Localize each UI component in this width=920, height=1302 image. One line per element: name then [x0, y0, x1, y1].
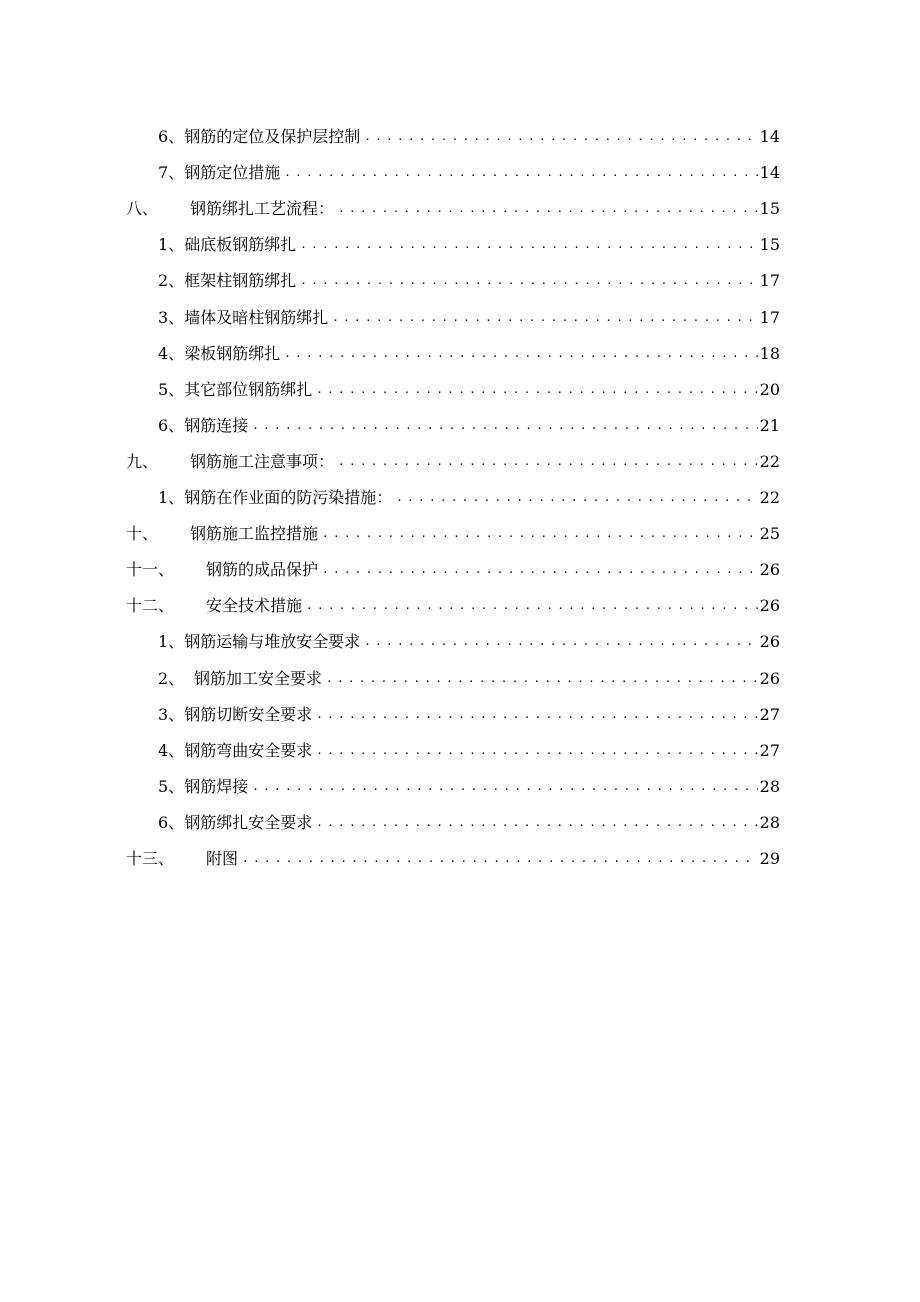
toc-entry-number: 7、	[158, 163, 185, 183]
toc-entry-page: 22	[759, 451, 780, 471]
toc-entry[interactable]	[126, 256, 780, 292]
toc-dot-leader	[332, 307, 757, 329]
toc-entry-page: 18	[759, 343, 780, 363]
toc-entry-number: 2、	[158, 271, 185, 291]
toc-entry-title: 墙体及暗柱钢筋绑扎	[184, 307, 329, 327]
toc-entry-title: 梁板钢筋绑扎	[184, 343, 281, 363]
toc-dot-leader	[316, 379, 757, 401]
toc-entry[interactable]	[126, 184, 780, 220]
toc-entry[interactable]	[126, 581, 780, 617]
toc-dot-leader	[364, 631, 757, 653]
toc-entry[interactable]	[126, 365, 780, 401]
toc-entry-title: 钢筋的成品保护	[206, 560, 319, 580]
toc-dot-leader	[242, 848, 758, 870]
toc-entry-number: 2、	[158, 668, 185, 688]
toc-dot-leader	[396, 487, 757, 509]
toc-entry-number: 九、	[126, 451, 159, 471]
toc-dot-leader	[252, 415, 757, 437]
toc-dot-leader	[252, 776, 757, 798]
toc-dot-leader	[364, 126, 757, 148]
toc-dot-leader	[300, 270, 757, 292]
toc-entry-page: 14	[759, 163, 780, 183]
toc-entry-number: 1、	[158, 632, 185, 652]
toc-dot-leader	[316, 812, 757, 834]
toc-entry-page: 17	[759, 271, 780, 291]
toc-entry-page: 29	[759, 848, 780, 868]
toc-dot-leader	[338, 451, 758, 473]
toc-entry-title: 安全技术措施	[206, 596, 303, 616]
toc-dot-leader	[322, 559, 758, 581]
toc-entry-number: 1、	[158, 235, 185, 255]
toc-entry-title: 钢筋的定位及保护层控制	[184, 127, 361, 147]
toc-entry-number: 3、	[158, 704, 185, 724]
toc-entry-number: 5、	[158, 379, 185, 399]
toc-entry-title: 钢筋运输与堆放安全要求	[184, 632, 361, 652]
toc-dot-leader	[326, 668, 758, 690]
toc-entry-title: 钢筋施工注意事项：	[190, 451, 335, 471]
toc-entry[interactable]	[126, 329, 780, 365]
toc-entry-number: 6、	[158, 812, 185, 832]
toc-entry-page: 14	[759, 127, 780, 147]
toc-entry-number: 4、	[158, 740, 185, 760]
toc-entry-number: 5、	[158, 776, 185, 796]
toc-entry[interactable]	[126, 148, 780, 184]
toc-entry-title: 础底板钢筋绑扎	[184, 235, 297, 255]
toc-entry[interactable]	[126, 220, 780, 256]
toc-entry-page: 27	[759, 704, 780, 724]
toc-entry-number: 十三、	[126, 848, 175, 868]
toc-dot-leader	[284, 162, 757, 184]
toc-entry-page: 26	[759, 596, 780, 616]
toc-entry[interactable]	[126, 798, 780, 834]
toc-entry-title: 钢筋施工监控措施	[190, 524, 319, 544]
toc-entry-title: 钢筋定位措施	[184, 163, 281, 183]
toc-entry-number: 1、	[158, 488, 185, 508]
toc-entry[interactable]	[126, 834, 780, 870]
toc-entry-number: 十、	[126, 524, 159, 544]
toc-entry-page: 28	[759, 776, 780, 796]
toc-dot-leader	[338, 198, 758, 220]
toc-entry-title: 钢筋加工安全要求	[194, 668, 323, 688]
toc-entry[interactable]	[126, 653, 780, 689]
toc-entry-page: 27	[759, 740, 780, 760]
toc-entry[interactable]	[126, 509, 780, 545]
toc-entry-page: 25	[759, 524, 780, 544]
toc-entry-page: 15	[759, 235, 780, 255]
toc-entry[interactable]	[126, 617, 780, 653]
toc-entry-title: 钢筋切断安全要求	[184, 704, 313, 724]
toc-entry-page: 22	[759, 488, 780, 508]
toc-entry-number: 3、	[158, 307, 185, 327]
toc-entry-number: 6、	[158, 127, 185, 147]
toc-entry-title: 附图	[206, 848, 239, 868]
toc-entry-number: 4、	[158, 343, 185, 363]
toc-entry-title: 框架柱钢筋绑扎	[184, 271, 297, 291]
toc-entry-page: 17	[759, 307, 780, 327]
toc-entry-title: 钢筋绑扎安全要求	[184, 812, 313, 832]
toc-entry-number: 6、	[158, 415, 185, 435]
toc-entry[interactable]	[126, 292, 780, 328]
toc-entry[interactable]	[126, 112, 780, 148]
toc-entry-page: 15	[759, 199, 780, 219]
toc-entry[interactable]	[126, 437, 780, 473]
toc-entry-title: 钢筋绑扎工艺流程：	[190, 199, 335, 219]
toc-entry-title: 钢筋连接	[184, 415, 249, 435]
toc-dot-leader	[300, 234, 757, 256]
toc-entry-number: 八、	[126, 199, 159, 219]
toc-entry-page: 28	[759, 812, 780, 832]
toc-entry[interactable]	[126, 726, 780, 762]
toc-entry-title: 钢筋弯曲安全要求	[184, 740, 313, 760]
toc-entry-page: 20	[759, 379, 780, 399]
toc-entry-number: 十一、	[126, 560, 175, 580]
toc-entry[interactable]	[126, 401, 780, 437]
toc-entry-page: 26	[759, 668, 780, 688]
toc-dot-leader	[284, 343, 757, 365]
toc-entry-number: 十二、	[126, 596, 175, 616]
toc-entry-page: 26	[759, 560, 780, 580]
toc-dot-leader	[306, 595, 758, 617]
table-of-contents	[126, 112, 780, 870]
toc-entry[interactable]	[126, 690, 780, 726]
toc-dot-leader	[316, 704, 757, 726]
toc-dot-leader	[316, 740, 757, 762]
toc-entry-page: 21	[759, 415, 780, 435]
toc-entry-page: 26	[759, 632, 780, 652]
toc-entry-title: 钢筋焊接	[184, 776, 249, 796]
toc-entry[interactable]	[126, 762, 780, 798]
toc-entry-title: 其它部位钢筋绑扎	[184, 379, 313, 399]
toc-entry[interactable]	[126, 473, 780, 509]
toc-entry-title: 钢筋在作业面的防污染措施：	[184, 488, 393, 508]
toc-entry[interactable]	[126, 545, 780, 581]
toc-dot-leader	[322, 523, 758, 545]
